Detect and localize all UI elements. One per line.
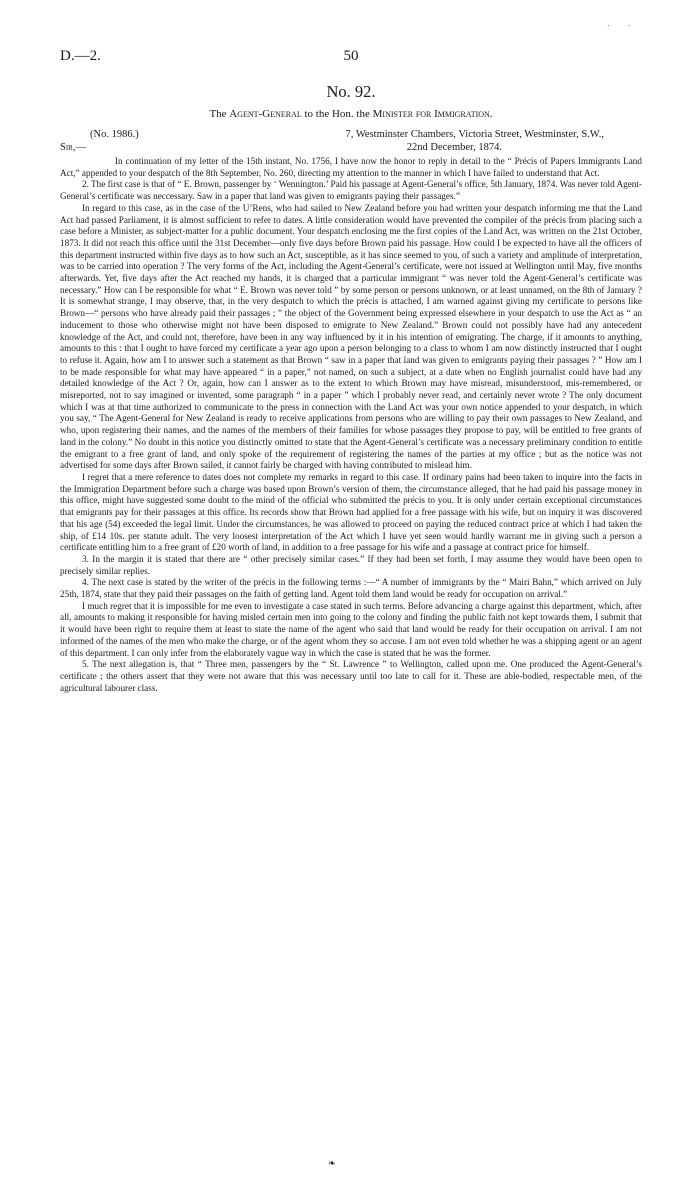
page-number: 50 [343,48,359,64]
letter-number-title: No. 92. [326,82,376,101]
paragraph-case-2: 2. The first case is that of “ E. Brown, passenger by ‘ Wennington.’ Paid his passage at Agent-General’s office, 5th January, 1874. Was never told Agent-General’s certificate was neccessary. Saw in a paper that land was given to emigrants paying their passages.” [60,179,642,202]
top-dots: . . [607,18,638,28]
letter-location: 7, Westminster Chambers, Victoria Street, Westminster, S.W., [345,129,604,140]
letter-salutation: Sir,— [60,142,86,153]
document-id: D.—2. [60,48,101,64]
paragraph-brown-reply: In regard to this case, as in the case of the U’Rens, who had sailed to New Zealand before you had written your despatch informing me that the Land Act had passed Parliament, it is almost sufficient to refer to dates. A little consideration would have prevented the compiler of the précis from placing such a case before a Minister, as subject-matter for a public document. Your despatch enclosing me the first copies of the Land Act, was written on the 21st October, 1873. It did not reach this office until the 31st December—only five days before Brown paid his passage. How could I be expected to have all the officers of this department instructed within five days as to how such an Act, susceptible, as it has since seemed to you, of such a variety and amplitude of interpretation, was to be carried into operation ? The very forms of the Act, including the Agent-General’s certificate, were not issued at Wellington until May, five months afterwards. Yet, five days after the Act reached my hands, it is charged that a particular immigrant “ was never told the Agent-General’s certificate was necessary.” How can I be responsible for what “ E. Brown was never told ” by some person or persons unknown, or at least unnamed, on the 8th of January ? It is somewhat strange, I may observe, that, in the very despatch to which the précis is attached, I am warned against giving my certificate to persons like Brown—“ persons who have already paid their passages ; ” the object of the Government being expressed elsewhere in your despatch to use the Act as “ an inducement to those who otherwise might not have been disposed to emigrate to New Zealand.” Brown could not possibly have had any antecedent knowledge of the Act, and could not, therefore, have been in any way influenced by it in his intention of emigrating. The charge, if it amounts to anything, amounts to this : that I ought to have forced my certificate a year ago upon a person belonging to a class to whom I am now distinctly instructed that I ought to refuse it. Again, how am I to answer such a statement as that Brown “ saw in a paper that land was given to emigrants paying their passages ? ” How am I to be made responsible for what may have appeared “ in a paper,” not named, on such a subject, at a date when no English journalist could have had any detailed knowledge of the Act ? Or, again, how can I answer as to the extent to which Brown may have misread, misunderstood, mis-remembered, or misreported, not to say imagined or invented, some paragraph “ in a paper ” which I probably never read, and certainly never wrote ? The only document which I was at that time authorized to communicate to the press in connection with the Land Act was your own notice appended to your despatch, in which you say, “ The Agent-General for New Zealand is ready to receive applications from persons who are willing to pay their own passages to New Zealand, and who, upon registering their names, and the names of the members of their families for whose passages they propose to pay, will be entitled to free grants of land in the colony.” No doubt in this notice you distinctly omitted to state that the Agent-General’s certificate was a necessary preliminary condition to entitle the emigrant to a free grant of land, and only spoke of the requirement of registering the names of the parties at my office ; but as the notice was not advertised for some days after Brown sailed, it cannot fairly be charged with having contributed to mislead him. [60,202,642,471]
paragraph-case-3: 3. In the margin it is stated that there are “ other precisely similar cases.” If they had been set forth, I may assume they would have been open to precisely similar replies. [60,553,642,576]
paragraph-regret: I regret that a mere reference to dates does not complete my remarks in regard to this case. If ordinary pains had been taken to inquire into the facts in the Immigration Department before such a charge was based upon Brown’s version of them, the circumstance alleged, that he had paid his passage money in this office, might have suggested some doubt to the mind of the official who submitted the précis to you. It is only under certain exceptional circumstances that emigrants pay for their passages at this office. Its records show that Brown had applied for a free passage with his wife, but on inquiry it was discovered that his age (54) exceeded the legal limit. Under the circumstances, he was allowed to proceed on paying the reduced contract price at which I had taken the ship, of £14 10s. per statute adult. The very loosest interpretation of the Act which I have yet seen would hardly warrant me in giving such a person a certificate entitling him to a free grant of £20 worth of land, in addition to a free passage for his wife and a passage at contract price for himself. [60,471,642,553]
subtitle-prefix: The [209,108,227,120]
paragraph-case-4: 4. The next case is stated by the writer of the précis in the following terms :—“ A number of immigrants by the “ Mairi Bahn,” which arrived on July 25th, 1874, state that they paid their passages on the faith of getting land. Agent told them land would be ready for occupation on arrival.” [60,577,642,600]
subtitle-to: Minister for Immigration. [372,108,493,120]
letter-subtitle [60,108,642,120]
letter-body [60,156,642,694]
subtitle-to-word: to the Hon. the [304,108,370,120]
page-header [60,48,642,68]
letter-address-block [60,128,642,158]
paragraph-intro: In continuation of my letter of the 15th instant, No. 1756, I have now the honor to reply in detail to the “ Précis of Papers Immigrants Land Act,” appended to your despatch of the 8th September, No. 260, directing my attention to the manner in which I have failed to understand that Act. [60,156,642,178]
letter-reference: (No. 1986.) [90,129,139,140]
footer-mark: ❧ [328,1158,336,1168]
letter-date: 22nd December, 1874. [406,142,502,153]
subtitle-from: Agent-General [229,108,302,120]
paragraph-case-5: 5. The next allegation is, that “ Three men, passengers by the “ St. Lawrence ” to Wellington, called upon me. One produced the Agent-General’s certificate ; the others assert that they were not aware that this was necessary until too late to call for it. These are able-bodied, respectable men, of the agricultural labourer class. [60,659,642,693]
paragraph-investigate: I much regret that it is impossible for me even to investigate a case stated in such terms. Before advancing a charge against this department, which, after all, amounts to making it responsible for having misled certain men into going to the colony and finding the public faith not kept towards them, I submit that it would have been right to require them at least to state the name of the agent who said that land would be ready for their occupation on arrival. I am not informed of the names of the men who make the charge, or of the agent whom they so accuse. I am not even told whether he was a shipping agent or an agent of this department. I can only infer from the elaborately vague way in which the case is stated that he was the former. [60,600,642,658]
